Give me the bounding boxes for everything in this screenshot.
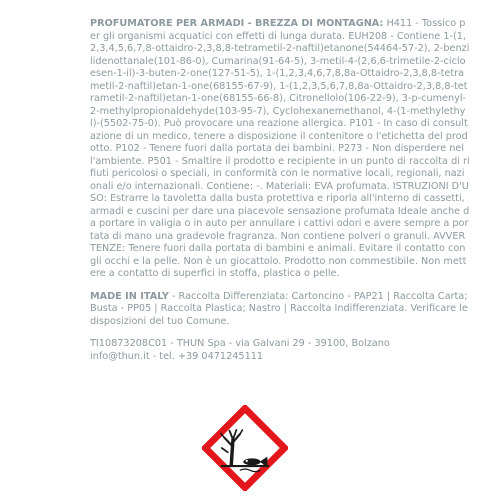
made-in-italy-heading: MADE IN ITALY bbox=[90, 290, 169, 302]
product-heading: PROFUMATORE PER ARMADI - BREZZA DI MONTAGNA: bbox=[90, 18, 384, 29]
ghs09-environment-hazard-icon bbox=[202, 405, 288, 491]
hazard-paragraph bbox=[90, 18, 470, 281]
company-address: TI10873208C01 - THUN Spa - via Galvani 29 - 39100, Bolzano bbox=[90, 338, 390, 349]
recycling-text: - Raccolta Differenziata: Cartoncino - PAP21 | Raccolta Carta; Busta - PP05 | Raccolta Plastica; Nastro | Raccolta Indifferenziata. Verificare le disposizioni del tuo Comune. bbox=[90, 290, 468, 327]
hazard-text: H411 - Tossico per gli organismi acquatici con effetti di lunga durata. EUH208 - Contiene 1-(1,2,3,4,5,6,7,8-ottaidro-2,3,8,8-tetrametil-2-naftil)etanone(54464-57-2), 2-benzilidenottanale(101-86-0), Cumarina(91-64-5), 3-metil-4-(2,6,6-trimetile-2-cicloesen-1-il)-3-buten-2-one(127-51-5), 1-(1,2,3,4,6,7,8,8a-Ottaidro-2,3,8,8-tetrametil-2-naftil)etan-1-one(68155-67-9), 1-(1,2,3,5,6,7,8,8a-Ottaidro-2,3,8,8-tetrametil-2-naftil)etan-1-one(68155-66-8), Citronellolo(106-22-9), 3-p-cumenyl-2-methylpropionaldehyde(103-95-7), Cyclohexanemethanol, 4-(1-methylethyl)-(5502-75-0). Può provocare una reazione allergica. P101 - In caso di consultazione di un medico, tenere a disposizione il contenitore o l'etichetta del prodotto. P102 - Tenere fuori dalla portata dei bambini. P273 - Non disperdere nell'ambiente. P501 - Smaltire il prodotto e recipiente in un punto di raccolta di rifiuti pericolosi o speciali, in conformità con le normative locali, regionali, nazionali e/o internazionali. Contiene: -. Materiali: EVA profumata. ISTRUZIONI D'USO: Estrarre la tavoletta dalla busta protettiva e riporla all'interno di cassetti, armadi e cuscini per dare una piacevole sensazione profumata Ideale anche da portare in valigia o in auto per annullare i cattivi odori e avere sempre a portata di mano una gradevole fragranza. Non contiene polveri o granuli. AVVERTENZE: Tenere fuori dalla portata di bambini e animali. Evitare il contatto con gli occhi e la pelle. Non è un giocattolo. Prodotto non commestibile. Non mettere a contatto di superfici in stoffa, plastica o pelle. bbox=[90, 18, 470, 279]
recycling-paragraph bbox=[90, 291, 470, 329]
company-paragraph bbox=[90, 338, 470, 363]
company-contact: info@thun.it - tel. +39 0471245111 bbox=[90, 350, 264, 362]
